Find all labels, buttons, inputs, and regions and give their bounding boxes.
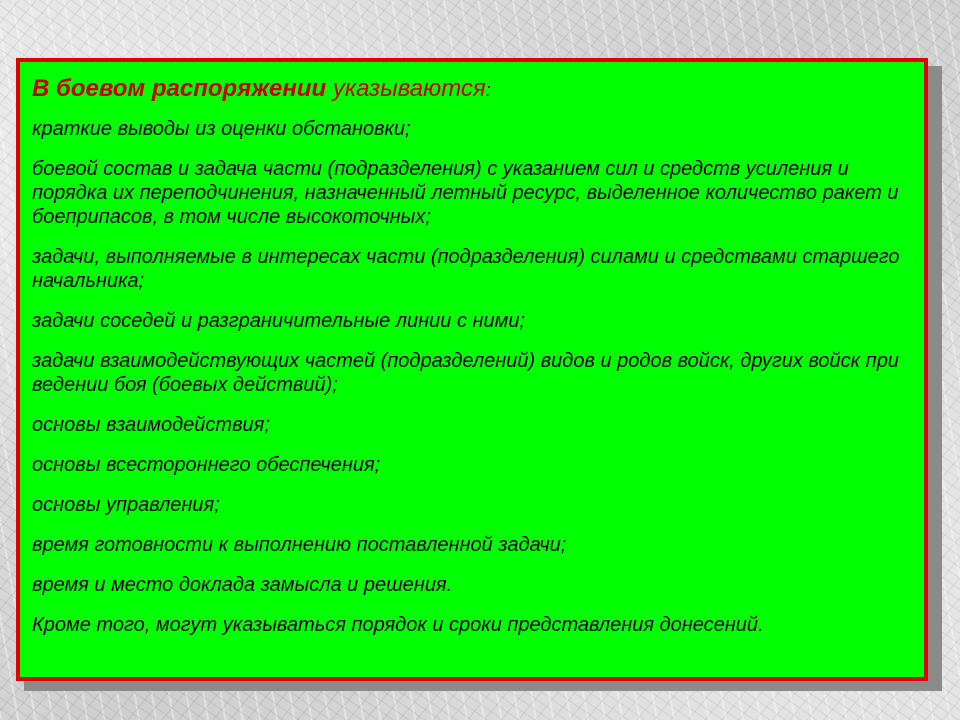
heading-colon: : xyxy=(485,80,491,100)
list-item: основы всестороннего обеспечения; xyxy=(32,454,381,476)
heading-bold-part: В боевом распоряжении xyxy=(32,75,327,102)
list-item: краткие выводы из оценки обстановки; xyxy=(32,118,411,140)
list-item: время и место доклада замысла и решения. xyxy=(32,574,453,596)
list-item: основы взаимодействия; xyxy=(32,414,270,436)
list-item: задачи взаимодействующих частей (подразделений) видов и родов войск, других войск при ведении боя (боевых действий); xyxy=(32,350,899,396)
list-item: задачи, выполняемые в интересах части (подразделения) силами и средствами старшего начальника; xyxy=(32,246,900,292)
list-item: задачи соседей и разграничительные линии с ними; xyxy=(32,310,526,332)
list-item: время готовности к выполнению поставленной задачи; xyxy=(32,534,567,556)
slide-panel xyxy=(16,58,928,681)
list-item: боевой состав и задача части (подразделения) с указанием сил и средств усиления и порядка их переподчинения, назначенный летный ресурс, выделенное количество ракет и боеприпасов, в том числе высокоточных; xyxy=(32,158,899,228)
list-item: основы управления; xyxy=(32,494,220,516)
slide-heading xyxy=(32,74,910,105)
heading-regular-part: указываются xyxy=(326,75,486,102)
slide-content xyxy=(32,74,910,671)
list-item: Кроме того, могут указываться порядок и сроки представления донесений. xyxy=(32,614,764,636)
